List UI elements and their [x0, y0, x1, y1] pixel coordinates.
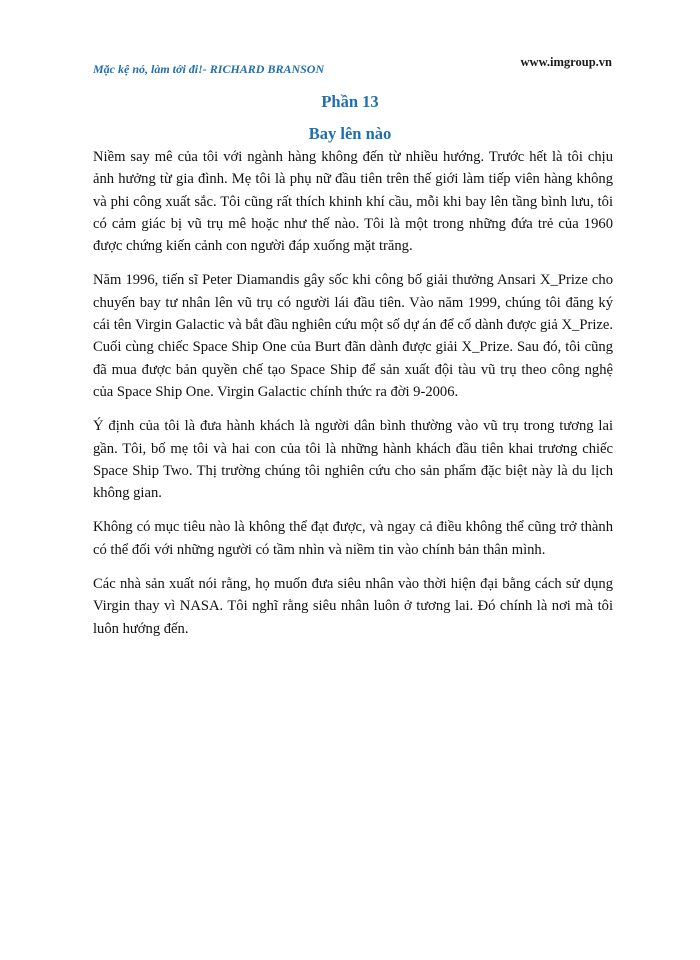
header-site-url: www.imgroup.vn — [520, 55, 612, 69]
paragraph: Các nhà sản xuất nói rằng, họ muốn đưa siêu nhân vào thời hiện đại bằng cách sử dụng Virgin thay vì NASA. Tôi nghĩ rằng siêu nhân luôn ở tương lai. Đó chính là nơi mà tôi luôn hướng đến. — [93, 576, 613, 637]
chapter-title: Bay lên nào — [308, 124, 392, 143]
paragraph: Ý định của tôi là đưa hành khách là người dân bình thường vào vũ trụ trong tương lai gần. Tôi, bố mẹ tôi và hai con của tôi là những hành khách đầu tiên khai trương chiếc Space Ship Two. Thị trường chúng tôi nghiên cứu cho sản phẩm đặc biệt này là du lịch không gian. — [93, 418, 613, 502]
header-quote: Mặc kệ nó, làm tới đi!- RICHARD BRANSON — [93, 62, 325, 76]
paragraph: Niềm say mê của tôi với ngành hàng không đến từ nhiều hướng. Trước hết là tôi chịu ảnh hưởng từ gia đình. Mẹ tôi là phụ nữ đầu tiên trên thế giới làm tiếp viên hàng không và phi công xuất sắc. Tôi cũng rất thích khinh khí cầu, mỗi khi bay lên tầng bình lưu, tôi có cảm giác bị vũ trụ mê hoặc như thế nào. Tôi là một trong những đứa trẻ của 1960 được chứng kiến cảnh con người đáp xuống mặt trăng. — [93, 149, 613, 255]
paragraph: Không có mục tiêu nào là không thể đạt được, và ngay cả điều không thể cũng trở thành có thể đối với những người có tầm nhìn và niềm tin vào chính bản thân mình. — [93, 519, 613, 558]
paragraph: Năm 1996, tiến sĩ Peter Diamandis gây sốc khi công bố giải thưởng Ansari X_Prize cho chuyến bay tư nhân lên vũ trụ có người lái đầu tiên. Vào năm 1999, chúng tôi đăng ký cái tên Virgin Galactic và bắt đầu nghiên cứu một số dự án để cố dành được giả X_Prize. Cuối cùng chiếc Space Ship One của Burt đãn dành được giải X_Prize. Sau đó, tôi cũng đã mua được bản quyền chế tạo Space Ship để sản xuất đội tàu vũ trụ theo công nghệ của Space Ship One. Virgin Galactic chính thức ra đời 9-2006. — [93, 272, 613, 400]
body-text — [93, 146, 613, 652]
part-title: Phần 13 — [321, 92, 379, 111]
